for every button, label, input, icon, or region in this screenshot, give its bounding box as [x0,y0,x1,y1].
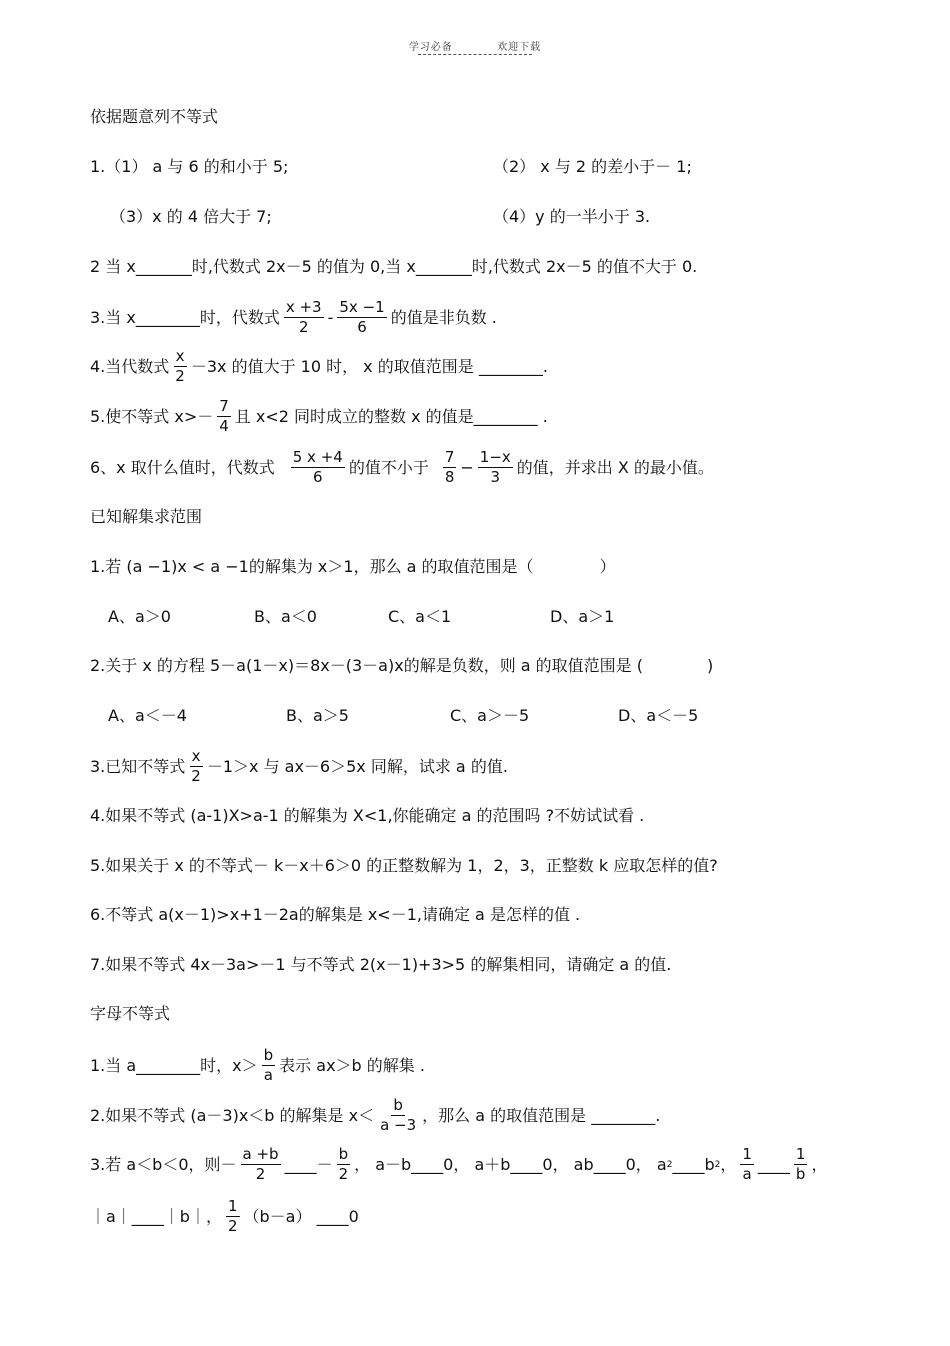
p2-q7: 7.如果不等式 4x－3a>－1 与不等式 2(x－1)+3>5 的解集相同，请确定 a 的值. [90,955,672,974]
header-right-text: 欢迎下载 [497,42,542,53]
fraction-numerator: b [393,1096,403,1114]
fraction-denominator: 3 [490,468,501,486]
p1-q5 [90,397,548,436]
fraction-denominator: 2 [255,1165,266,1183]
p1-q5-pre: 5.使不等式 x>－ [90,406,214,426]
p2-q1-opt-a: A、a＞0 [108,607,171,626]
p3-q3-end: ， [811,1154,828,1174]
p2-q2 [90,656,713,676]
p3-q2 [90,1096,660,1135]
header-dashed-rule [418,54,532,55]
p2-q1-opt-c: C、a＜1 [388,607,452,626]
p2-q2-opt-a: A、a＜－4 [108,706,187,725]
p3-q3b-post: （b－a） ____0 [243,1206,359,1226]
fraction [226,1197,240,1236]
fraction-denominator: a [742,1165,752,1183]
fraction-denominator: 6 [357,318,367,336]
fraction-denominator: 2 [338,1165,349,1183]
p3-q3-mid5: ____ [757,1154,790,1174]
p1-q3-post: 的值是非负数 . [390,307,497,327]
p2-q3 [90,747,508,786]
operator: - [327,307,334,327]
fraction [262,1046,276,1085]
p3-q1-pre: 1.当 a________时，x＞ [90,1055,258,1075]
p3-q3-pre: 3.若 a＜b＜0，则－ [90,1154,237,1174]
fraction-numerator: 7 [444,448,455,466]
p2-q1-opt-d: D、a＞1 [550,607,615,626]
p1-q3-pre: 3.当 x________时，代数式 [90,307,280,327]
p2-q1-text: 1.若 (a −1)x < a −1的解集为 x＞1，那么 a 的取值范围是（ [90,557,534,576]
p2-q2-opt-c: C、a＞－5 [450,706,530,725]
p3-q3-mid3: ____b [672,1154,715,1174]
p2-q2-opt-d: D、a＜－5 [618,706,699,725]
fraction [284,298,324,337]
fraction-numerator: 1 [795,1145,806,1163]
p3-q3 [90,1145,827,1184]
p1-q4-post: －3x 的值大于 10 时， x 的取值范围是 ________. [190,356,548,376]
section-title-3: 字母不等式 [90,1004,171,1023]
fraction-denominator: a [263,1066,273,1084]
p2-q3-pre: 3.已知不等式 [90,756,186,776]
fraction [189,747,203,786]
fraction [241,1145,281,1184]
p1-q2: 2 当 x_______时,代数式 2x－5 的值为 0,当 x_______时,代数式 2x－5 的值不大于 0. [90,257,698,276]
p1-q3 [90,298,497,337]
p1-q1b: （2） x 与 2 的差小于－ 1; [493,157,692,176]
fraction-numerator: 1 [227,1197,238,1215]
fraction-numerator: 5x −1 [339,298,385,316]
p2-q1-close: ） [599,557,616,576]
p1-q4 [90,347,548,386]
p3-q1 [90,1046,425,1085]
fraction [794,1145,808,1184]
fraction-denominator: 2 [175,367,185,385]
section-title-2: 已知解集求范围 [90,507,203,526]
p2-q1 [90,557,616,577]
fraction [173,347,187,386]
fraction-numerator: x +3 [285,298,322,316]
p1-q4-pre: 4.当代数式 [90,356,170,376]
fraction-numerator: 5 x +4 [292,448,343,466]
fraction-denominator: b [795,1165,806,1183]
page-header [0,38,950,53]
p2-q2-opt-b: B、a＞5 [286,706,349,725]
fraction [337,1145,351,1184]
superscript: 2 [714,1159,721,1170]
p2-q5: 5.如果关于 x 的不等式－ k－x＋6＞0 的正整数解为 1，2，3，正整数 k 应取怎样的值? [90,856,718,875]
p2-q3-post: －1＞x 与 ax－6＞5x 同解，试求 a 的值. [206,756,508,776]
superscript: 2 [666,1159,673,1170]
p1-q1d: （4）y 的一半小于 3. [493,207,651,226]
fraction-denominator: 2 [191,767,201,785]
p3-q3-mid1: ____－ [284,1154,333,1174]
p2-q2-text: 2.关于 x 的方程 5－a(1－x)＝8x－(3－a)x的解是负数，则 a 的取值范围是 ( [90,656,644,675]
p3-q2-pre: 2.如果不等式 (a－3)x＜b 的解集是 x＜ [90,1105,375,1125]
fraction [443,448,457,487]
p3-q3-mid4: ， [720,1154,737,1174]
p1-q1c: （3）x 的 4 倍大于 7; [110,207,272,226]
fraction-denominator: 4 [219,417,229,435]
fraction [291,448,345,487]
fraction-numerator: 1 [742,1145,752,1163]
fraction-numerator: x [175,347,185,365]
fraction [478,448,513,487]
fraction-denominator: 8 [444,468,455,486]
p1-q6-post: 的值，并求出 X 的最小值。 [516,457,714,477]
p1-q6 [90,448,714,487]
p3-q1-post: 表示 ax＞b 的解集 . [279,1055,425,1075]
operator: − [460,457,474,477]
fraction-numerator: 1−x [479,448,511,466]
p3-q2-post: ，那么 a 的取值范围是 ________. [422,1105,661,1125]
p1-q6-mid: 的值不小于 [348,457,429,477]
p2-q1-opt-b: B、a＜0 [254,607,317,626]
p2-q4: 4.如果不等式 (a-1)X>a-1 的解集为 X<1,你能确定 a 的范围吗 ?不妨试试看 . [90,806,645,825]
fraction [740,1145,754,1184]
fraction [378,1096,418,1135]
fraction [217,397,231,436]
p3-q3b-pre: ｜a｜____｜b｜， [90,1206,222,1226]
section-title-1: 依据题意列不等式 [90,107,219,126]
fraction [337,298,386,337]
p2-q6: 6.不等式 a(x－1)>x+1－2a的解集是 x<－1,请确定 a 是怎样的值 . [90,905,581,924]
p3-q3b [90,1197,359,1236]
fraction-numerator: b [338,1145,349,1163]
fraction-denominator: 2 [227,1217,238,1235]
fraction-numerator: b [263,1046,274,1064]
p2-q2-close: ) [707,656,714,675]
p1-q1a: 1.（1） a 与 6 的和小于 5; [90,157,289,176]
fraction-numerator: 7 [219,397,229,415]
header-left-text: 学习必备 [408,42,453,53]
p1-q5-post: 且 x<2 同时成立的整数 x 的值是________ . [234,406,548,426]
fraction-numerator: x [191,747,201,765]
p3-q3-mid2: ， a－b____0， a＋b____0， ab____0， a [354,1154,667,1174]
fraction-denominator: 6 [313,468,323,486]
fraction-numerator: a +b [242,1145,279,1163]
fraction-denominator: a −3 [380,1116,417,1134]
fraction-denominator: 2 [298,318,309,336]
p1-q6-pre: 6、x 取什么值时，代数式 [90,457,275,477]
